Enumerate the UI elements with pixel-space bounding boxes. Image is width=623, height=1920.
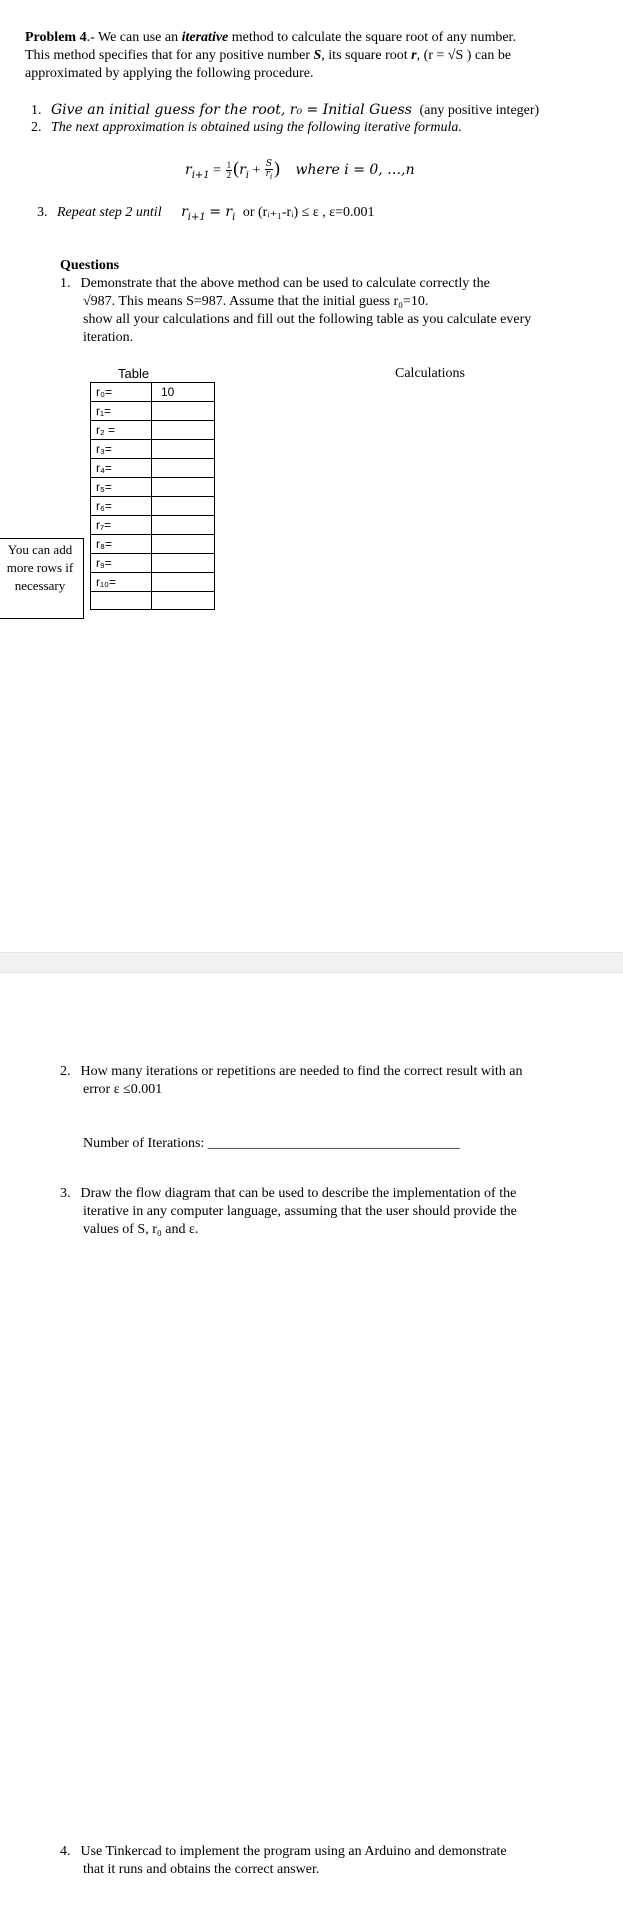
iterative-formula: $r_{i+1}$ = $\frac{1}{2}$ ($r_i$ + $\frac{S}{r_i}$ ) where i = 0, …,n [185,158,415,181]
table-row [91,497,215,516]
problem-title: Problem 4 [25,30,87,45]
question-4: 4. Use Tinkercad to implement the program using an Arduino and demonstrate that it runs and obtains the correct answer. [60,1844,507,1877]
table-row [91,383,215,402]
iteration-value-cell[interactable] [152,516,215,535]
iteration-value-cell[interactable] [152,459,215,478]
iteration-value-cell[interactable] [152,497,215,516]
table-row [91,535,215,554]
iteration-value-cell[interactable] [152,440,215,459]
iterations-answer-line[interactable]: Number of Iterations: ____________________________________ [83,1136,460,1151]
step-1: 1. Give an initial guess for the root, r₀ = Initial Guess (any positive integer) [31,102,540,118]
iteration-value-cell[interactable]: 10 [152,383,215,402]
table-label: Table [118,366,150,381]
table-row [91,402,215,421]
problem-statement [25,29,605,83]
iteration-label: r₇= [91,516,152,535]
table-row [91,516,215,535]
table-row [91,592,215,610]
table-row [91,478,215,497]
iteration-value-cell[interactable] [152,478,215,497]
iteration-value-cell[interactable] [152,535,215,554]
iteration-value-cell[interactable] [152,402,215,421]
problem-line-2: This method specifies that for any positive number S, its square root r, (r = √S ) can be [25,48,512,63]
table-row [91,573,215,592]
iteration-label: r₅= [91,478,152,497]
page-break [0,952,623,973]
iteration-label: r₁= [91,402,152,421]
iteration-table [90,382,215,610]
table-row [91,421,215,440]
problem-line-1: Problem 4.- We can use an iterative method to calculate the square root of any number. [25,30,516,45]
iteration-value-cell[interactable] [152,554,215,573]
question-3: 3. Draw the flow diagram that can be used to describe the implementation of the iterative in any computer language, assuming that the user should provide the values of S, r₀ and ε. [60,1186,517,1237]
step-2: 2. The next approximation is obtained using the following iterative formula. [31,120,462,135]
calculations-label: Calculations [395,366,465,381]
question-1: 1. Demonstrate that the above method can be used to calculate correctly the √987. This means S=987. Assume that the initial guess r₀=10. show all your calculations and fill out the following table as you calculate every iteration. [60,276,532,345]
iteration-label: r₃= [91,440,152,459]
questions-heading: Questions [60,258,120,273]
iteration-value-cell[interactable] [152,592,215,610]
iteration-value-cell[interactable] [152,573,215,592]
table-row [91,459,215,478]
table-row [91,554,215,573]
add-rows-note: You can add more rows if necessary [0,538,84,619]
iteration-label: r₆= [91,497,152,516]
question-2: 2. How many iterations or repetitions are needed to find the correct result with an error ε ≤0.001 [60,1064,523,1097]
iteration-value-cell[interactable] [152,421,215,440]
iteration-label: r₂ = [91,421,152,440]
iteration-label: r₄= [91,459,152,478]
iteration-label [91,592,152,610]
iteration-label: r₁₀= [91,573,152,592]
iteration-label: r₈= [91,535,152,554]
problem-line-3: approximated by applying the following procedure. [25,66,314,81]
iteration-label: r₉= [91,554,152,573]
table-row [91,440,215,459]
iteration-label: r₀= [91,383,152,402]
step-3: 3. Repeat step 2 until $r_{i+1} = r_i$ or (rᵢ₊₁-rᵢ) ≤ ε , ε=0.001 [37,204,375,223]
